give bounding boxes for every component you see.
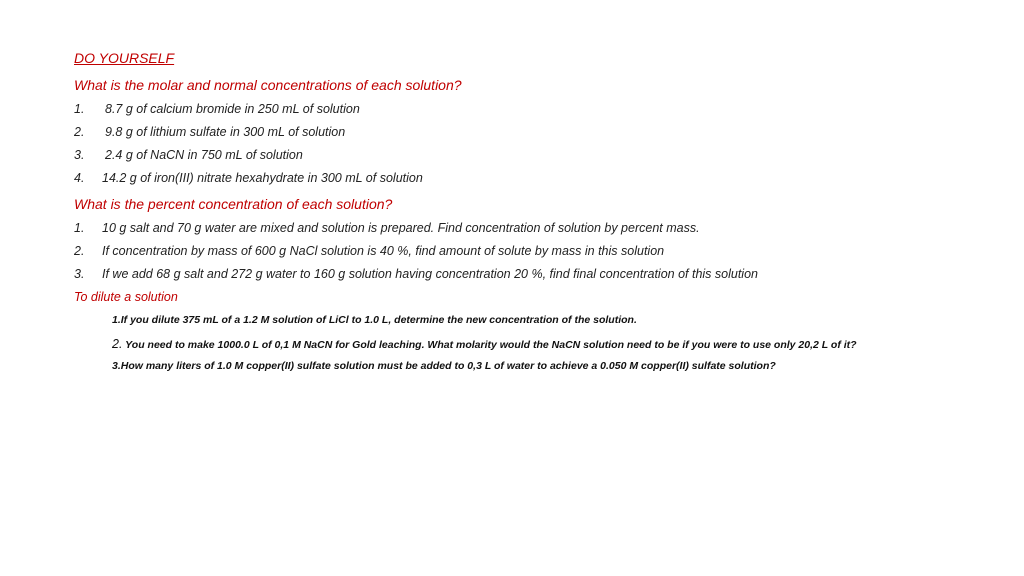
item-text: 9.8 g of lithium sulfate in 300 mL of solution bbox=[105, 125, 346, 139]
section1-heading: What is the molar and normal concentrations of each solution? bbox=[74, 77, 462, 93]
item-number: 3. bbox=[112, 360, 121, 372]
section3-item bbox=[112, 337, 857, 351]
item-number: 1. bbox=[74, 102, 85, 116]
item-number: 4. bbox=[74, 171, 85, 185]
item-text: 2.4 g of NaCN in 750 mL of solution bbox=[105, 148, 303, 162]
section2-heading: What is the percent concentration of each solution? bbox=[74, 196, 393, 212]
item-text: If concentration by mass of 600 g NaCl solution is 40 %, find amount of solute by mass in this solution bbox=[102, 244, 665, 258]
item-text: If you dilute 375 mL of a 1.2 M solution of LiCl to 1.0 L, determine the new concentration of the solution. bbox=[120, 314, 637, 326]
slide-title: DO YOURSELF bbox=[74, 50, 175, 66]
item-number: 2. bbox=[112, 337, 123, 351]
item-number: 3. bbox=[74, 267, 85, 281]
section3-heading: To dilute a solution bbox=[74, 290, 178, 304]
item-number: 3. bbox=[74, 148, 85, 162]
item-text: 14.2 g of iron(III) nitrate hexahydrate in 300 mL of solution bbox=[102, 171, 423, 185]
section3-item bbox=[112, 314, 637, 326]
item-text: If we add 68 g salt and 272 g water to 160 g solution having concentration 20 %, find final concentration of this solution bbox=[102, 267, 758, 281]
item-text: You need to make 1000.0 L of 0,1 M NaCN for Gold leaching. What molarity would the NaCN solution need to be if you were to use only 20,2 L of it? bbox=[122, 339, 857, 351]
item-text: How many liters of 1.0 M copper(II) sulfate solution must be added to 0,3 L of water to achieve a 0.050 M copper(II) sulfate solution? bbox=[120, 360, 776, 372]
item-text: 8.7 g of calcium bromide in 250 mL of solution bbox=[105, 102, 360, 116]
section3-item bbox=[112, 360, 776, 372]
item-number: 2. bbox=[74, 125, 85, 139]
item-number: 2. bbox=[74, 244, 85, 258]
item-number: 1. bbox=[112, 314, 121, 326]
item-number: 1. bbox=[74, 221, 85, 235]
item-text: 10 g salt and 70 g water are mixed and solution is prepared. Find concentration of solution by percent mass. bbox=[102, 221, 700, 235]
